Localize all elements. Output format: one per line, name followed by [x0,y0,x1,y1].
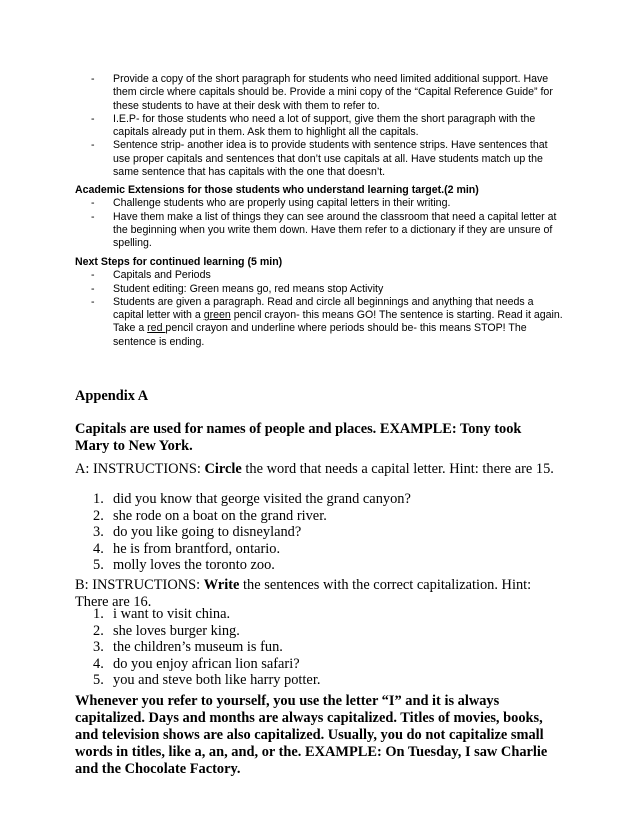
list-item: 2. she loves burger king. [93,622,240,639]
list-item: - Students are given a paragraph. Read and circle all beginnings and anything that needs a capital letter with a green pencil crayon- this means GO! The sentence is starting. Read it again. Take a red pencil crayon and underline where periods should be- this means STOP! The sentence is ending. [91,295,563,348]
list-item: - Student editing: Green means go, red means stop Activity [91,282,384,295]
list-item: - Capitals and Periods [91,269,211,282]
support-section [0,73,638,179]
next-steps-section [0,256,638,349]
appendix-title: Appendix A [75,388,149,404]
academic-extensions-section [0,184,638,250]
next-steps-heading: Next Steps for continued learning (5 min) [75,256,283,268]
list-item: 1. i want to visit china. [93,606,231,622]
list-item: 4. he is from brantford, ontario. [93,540,281,557]
section-b-instructions: B: INSTRUCTIONS: Write the sentences with the correct capitalization. Hint: There are 16. [75,577,532,610]
section-b-list [0,606,638,689]
list-item: - Sentence strip- another idea is to provide students with sentence strips. Have sentences that use proper capitals and sentences that don’t use capitals at all. Have students match up the same sentence that has capitals with the one that doesn’t. [91,139,548,179]
list-item: - I.E.P- for those students who need a lot of support, give them the short paragraph with the capitals already put in them. Ask them to highlight all the capitals. [91,112,536,139]
list-item: 5. you and steve both like harry potter. [93,672,321,689]
list-item: 5. molly loves the toronto zoo. [93,557,275,574]
list-item: - Challenge students who are properly using capital letters in their writing. [91,197,451,210]
capitals-rule-names: Capitals are used for names of people and places. EXAMPLE: Tony took Mary to New York. [75,421,522,454]
list-item: 3. the children’s museum is fun. [93,639,283,656]
list-item: 3. do you like going to disneyland? [93,524,302,541]
section-a-list [0,491,638,574]
capitals-rule-self-days-titles: Whenever you refer to yourself, you use the letter “I” and it is always capitalized. Days and months are always capitalized. Titles of movies, books, and television shows are also capitalized. Usually, you do not capitalize small words in titles, like a, an, and, or the. EXAMPLE: On Tuesday, I saw Charlie and the Chocolate Factory. [75,693,548,777]
list-item: - Have them make a list of things they can see around the classroom that need a capital letter at the beginning when you write them down. Have them refer to a dictionary if they are unsure of spelling. [91,210,557,250]
list-item: 2. she rode on a boat on the grand river. [93,507,327,524]
list-item: 1. did you know that george visited the grand canyon? [93,491,411,507]
list-item: - Provide a copy of the short paragraph for students who need limited additional support. Have them circle where capitals should be. Provide a mini copy of the “Capital Reference Guide” for these students to have at their desk with them to refer to. [91,73,553,112]
academic-extensions-heading: Academic Extensions for those students who understand learning target.(2 min) [75,184,479,196]
list-item: 4. do you enjoy african lion safari? [93,655,300,672]
section-a-instructions: A: INSTRUCTIONS: Circle the word that needs a capital letter. Hint: there are 15. [75,461,554,477]
